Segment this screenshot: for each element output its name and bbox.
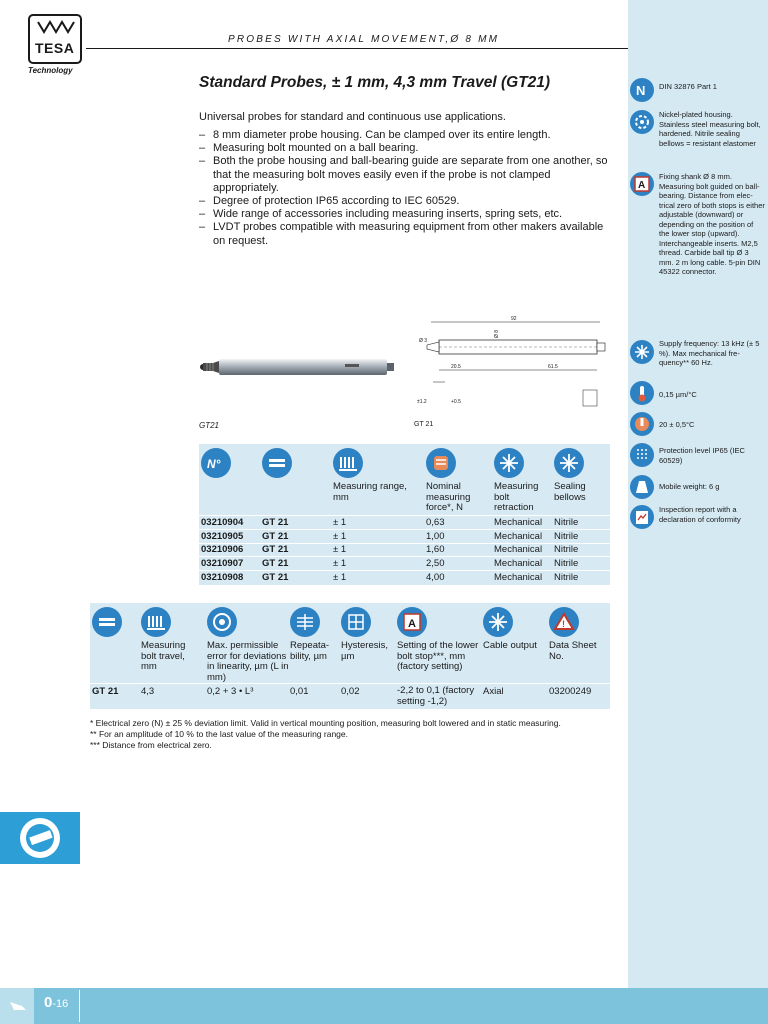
temperature-coefficient-icon [630,381,654,405]
row-divider [199,529,610,530]
header-travel: Measuring bolt travel, mm [141,640,186,672]
dim-total: 92 [511,316,517,322]
header-hysteresis: Hysteresis, µm [341,640,388,662]
reference-temperature-icon [630,412,654,436]
dim-diameter: Ø 8 [494,329,500,338]
svg-text:A: A [638,180,646,191]
page-title: Standard Probes, ± 1 mm, 4,3 mm Travel (GT21) [199,74,551,91]
brand-subtitle: Technology [28,66,73,75]
retraction-icon [494,448,524,478]
footnotes [90,718,561,751]
table-cell: 0,63 [426,517,445,528]
footnote: ** For an amplitude of 10 % to the last value of the measuring range. [90,729,348,739]
footer-divider [79,990,80,1022]
frequency-icon [630,340,654,364]
table-cell: Nitrile [554,531,579,542]
spec-temp-coefficient: 0,15 µm/°C [659,390,697,399]
feature-item: – LVDT probes compatible with measuring equipment from other makers available on request. [199,221,609,247]
table-cell: 1,00 [426,531,445,542]
footer-bar [0,988,768,1024]
header-divider [86,48,628,49]
table-cell: 03210904 [201,517,244,528]
dim-c: ±1.2 [417,399,427,405]
feature-item: – Both the probe housing and ball-bearing guide are separate from one another, so that the measuring bolt moves easily even if the probe is not clamped appropriately. [199,155,609,195]
specifications-table [90,603,610,709]
spec-standard: DIN 32876 Part 1 [659,82,717,91]
material-icon [630,110,654,134]
footnote: *** Distance from electrical zero. [90,740,212,750]
force-icon [426,448,456,478]
bellows-icon [554,448,584,478]
feature-item: – Degree of protection IP65 according to IEC 60529. [199,195,609,208]
weight-icon [630,475,654,499]
table-cell: 4,00 [426,572,445,583]
brand-name: TESA [35,40,75,56]
header-retraction: Measuring bolt retraction [494,481,539,513]
table-cell: 03210906 [201,544,244,555]
spec-report: Inspection report with a declaration of conformity [659,505,741,524]
warning-icon [549,607,579,637]
dim-b: 61.5 [548,364,558,370]
spec-material: Nickel-plated housing. Stainless steel measuring bolt, hardened. Nitrile sealing bellows = resistant elastomer [659,110,761,148]
table-cell: ± 1 [333,572,347,583]
table-cell: Nitrile [554,572,579,583]
header-lower-stop: Setting of the lower bolt stop***, mm (factory setting) [397,640,479,672]
probe-photo [199,355,394,383]
table-cell: Axial [483,686,504,697]
report-icon [630,505,654,529]
table-cell: Mechanical [494,544,543,555]
table-cell: GT 21 [262,558,289,569]
table-cell: ± 1 [333,531,347,542]
svg-text:!: ! [562,619,565,629]
table-cell: 0,2 + 3 • L³ [207,686,254,697]
page-number: 0-16 [44,994,69,1011]
mounting-icon [630,172,654,196]
feature-item: – 8 mm diameter probe housing. Can be clamped over its entire length. [199,129,609,142]
table-cell: GT 21 [92,686,119,697]
protection-icon [630,443,654,467]
table-cell: GT 21 [262,517,289,528]
dim-tip: Ø 3 [419,338,428,344]
table-cell: ± 1 [333,558,347,569]
section-logo-icon [0,812,80,864]
table-cell: Mechanical [494,572,543,583]
header-bellows: Sealing bellows [554,481,586,503]
spec-protection: Protection level IP65 (IEC 60529) [659,446,745,465]
table-cell: -2,2 to 0,1 (factory setting -1,2) [397,685,475,707]
page-tab-icon [0,988,34,1024]
table-cell: 0,02 [341,686,360,697]
table-cell: 03210908 [201,572,244,583]
lower-stop-icon [397,607,427,637]
dim-a: 20.5 [451,364,461,370]
linearity-icon [207,607,237,637]
footnote: * Electrical zero (N) ± 25 % deviation limit. Valid in vertical mounting position, measuring bolt lowered and in static measuring. [90,718,561,728]
brand-logo [28,14,82,64]
header-force: Nominal measuring force*, N [426,481,471,513]
cable-icon [483,607,513,637]
svg-text:N°: N° [207,457,221,471]
row-divider [199,556,610,557]
feature-item: – Measuring bolt mounted on a ball bearing. [199,142,609,155]
row-divider [199,543,610,544]
header-range: Measuring range, mm [333,481,407,503]
row-divider [199,515,610,516]
svg-text:N: N [636,83,646,98]
table-cell: Mechanical [494,517,543,528]
intro-text: Universal probes for standard and continuous use applications. [199,111,506,123]
feature-list [199,129,609,248]
spec-reference-temp: 20 ± 0,5°C [659,420,695,429]
row-divider [199,570,610,571]
header-linearity: Max. permissible error for deviations in linearity, µm (L in mm) [207,640,289,683]
technical-drawing [405,312,610,417]
article-number-icon [201,448,231,478]
table-cell: GT 21 [262,531,289,542]
table-cell: Nitrile [554,517,579,528]
svg-text:A: A [408,618,416,630]
din-standard-icon [630,78,654,102]
table-cell: Nitrile [554,558,579,569]
spec-weight: Mobile weight: 6 g [659,482,720,491]
table-cell: GT 21 [262,544,289,555]
drawing-caption: GT 21 [414,421,434,428]
travel-icon [141,607,171,637]
spec-mounting: Fixing shank Ø 8 mm. Measuring bolt guided on ball-bearing. Distance from electrical zero of both stops is either adjustable (downward) or depending on the position of the lower stop (upward). Interchangeable inserts. M2,5 thread. Carbide ball tip Ø 3 mm. 2 m long cable. 5-pin DIN 45322 connector. [659,172,765,276]
table-cell: 1,60 [426,544,445,555]
header-datasheet: Data Sheet No. [549,640,597,662]
header-cable: Cable output [483,640,537,651]
spec-frequency: Supply frequency: 13 kHz (± 5 %). Max mechanical frequency** 60 Hz. [659,339,760,367]
dim-d: +0.5 [451,399,461,405]
section-title: PROBES WITH AXIAL MOVEMENT,Ø 8 MM [228,34,500,45]
photo-caption: GT21 [199,421,220,430]
header-repeatability: Repeatability, µm [290,640,330,662]
feature-item: – Wide range of accessories including measuring inserts, spring sets, etc. [199,208,609,221]
table-cell: Nitrile [554,544,579,555]
table-cell: 03210907 [201,558,244,569]
table-cell: Mechanical [494,558,543,569]
table-cell: 4,3 [141,686,155,697]
table-cell: GT 21 [262,572,289,583]
model-icon [262,448,292,478]
table-cell: 03200249 [549,686,592,697]
hysteresis-icon [341,607,371,637]
range-icon [333,448,363,478]
table-cell: ± 1 [333,517,347,528]
row-divider [90,683,610,684]
table-cell: 0,01 [290,686,309,697]
table-cell: 2,50 [426,558,445,569]
table-cell: 03210905 [201,531,244,542]
repeatability-icon [290,607,320,637]
table-cell: ± 1 [333,544,347,555]
table-cell: Mechanical [494,531,543,542]
models-table [199,444,610,585]
model-icon [92,607,122,637]
